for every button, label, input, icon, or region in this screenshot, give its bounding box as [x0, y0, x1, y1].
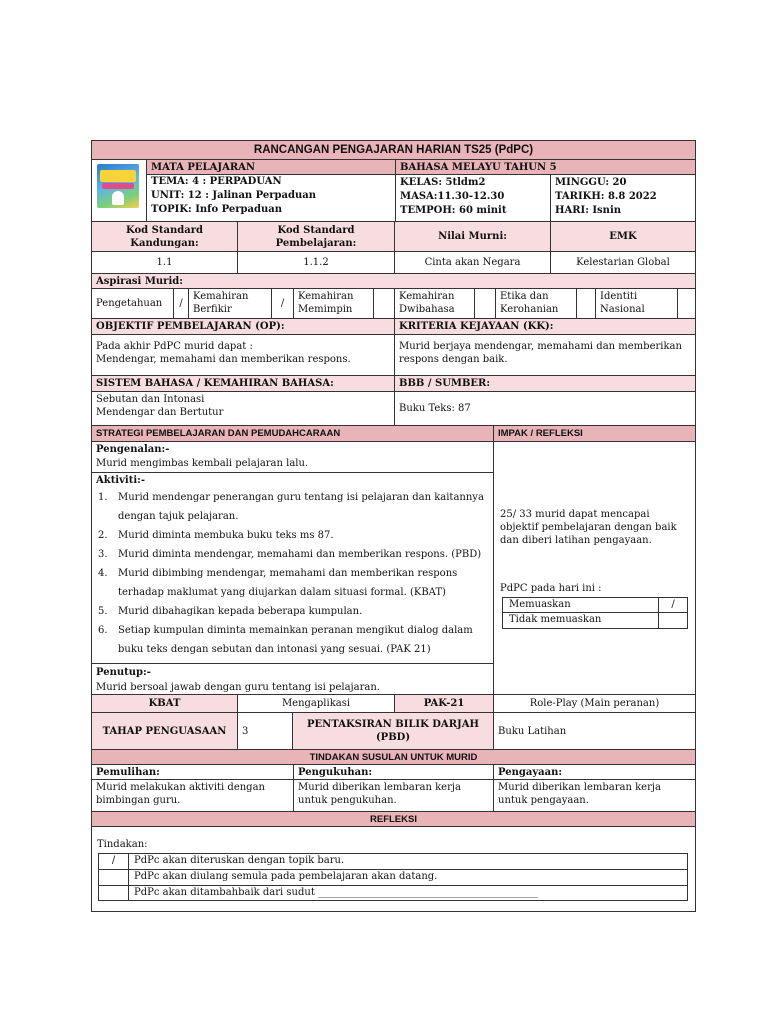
subject-details-cell — [147, 160, 396, 221]
kod-kandungan-label: Kod Standard Kandungan: — [92, 222, 238, 251]
tema-text: TEMA: 4 : PERPADUAN — [151, 176, 282, 187]
kelas-text: KELAS: 5tldm2 — [400, 177, 486, 188]
objektif-content — [92, 335, 395, 375]
kbat-value: Mengaplikasi — [238, 695, 395, 712]
aspirasi-mark-identiti-nasional — [678, 289, 695, 318]
tindakan-labels-row — [92, 765, 695, 780]
tindakan-susulan-label: TINDAKAN SUSULAN UNTUK MURID — [309, 751, 478, 763]
pemulihan-text: Murid melakukan aktiviti dengan bimbingan guru. — [92, 780, 294, 811]
refleksi-option-2-mark — [99, 870, 129, 885]
refleksi-option-1-text: PdPc akan diteruskan dengan topik baru. — [134, 855, 345, 866]
aktiviti-step: 1. Murid mendengar penerangan guru tentang isi pelajaran dan kaitannya dengan tajuk pelajaran. — [98, 492, 484, 522]
pengenalan-label: Pengenalan:- — [96, 444, 170, 455]
sistem-bahasa-content — [92, 392, 395, 425]
kriteria-text: Murid berjaya mendengar, memahami dan memberikan respons dengan baik. — [399, 341, 682, 365]
strategi-impak-content-row — [92, 442, 695, 695]
pengukuhan-text: Murid diberikan lembaran kerja untuk pengukuhan. — [294, 780, 494, 811]
aspirasi-item-pengetahuan: Pengetahuan — [92, 289, 174, 318]
aspirasi-item-kemahiran-dwibahasa: Kemahiran Dwibahasa — [395, 289, 475, 318]
mata-pelajaran-label: MATA PELAJARAN — [147, 160, 395, 175]
kod-kandungan-value: 1.1 — [92, 252, 238, 273]
penutup-text: Murid bersoal jawab dengan guru tentang isi pelajaran. — [96, 682, 380, 693]
refleksi-options-table — [98, 853, 688, 901]
rating-tidak-memuaskan-mark — [659, 613, 687, 628]
aspirasi-item-kemahiran-memimpin: Kemahiran Memimpin — [294, 289, 374, 318]
objektif-line-2: Mendengar, memahami dan memberikan respons. — [96, 354, 351, 365]
masa-text: MASA:11.30-12.30 — [400, 191, 505, 202]
refleksi-option-2-text: PdPc akan diulang semula pada pembelajaran akan datang. — [134, 871, 438, 882]
penutup-label: Penutup:- — [96, 667, 151, 678]
sistem-bbb-content-row — [92, 392, 695, 426]
aktiviti-step: 3. Murid diminta mendengar, memahami dan memberikan respons. (PBD) — [98, 549, 482, 560]
aspirasi-label: Aspirasi Murid: — [96, 276, 183, 287]
strategi-label: STRATEGI PEMBELAJARAN DAN PEMUDAHCARAAN — [92, 426, 494, 441]
refleksi-label: REFLEKSI — [370, 813, 417, 825]
pdpc-rating-table — [502, 597, 688, 629]
pemulihan-label: Pemulihan: — [92, 765, 294, 779]
tindakan-susulan-header-row — [92, 750, 695, 765]
tindakan-label: Tindakan: — [97, 839, 148, 850]
objektif-kriteria-content-row — [92, 335, 695, 376]
standards-values-row — [92, 252, 695, 274]
tahap-penguasaan-row — [92, 713, 695, 750]
aspirasi-mark-pengetahuan: / — [174, 289, 189, 318]
tindakan-content-row — [92, 780, 695, 812]
pak21-value: Role-Play (Main peranan) — [529, 698, 660, 709]
impak-label: IMPAK / REFLEKSI — [498, 428, 583, 439]
aspirasi-mark-kemahiran-memimpin — [374, 289, 395, 318]
tempoh-text: TEMPOH: 60 minit — [400, 205, 507, 216]
pdpc-hari-ini-label: PdPC pada hari ini : — [500, 583, 602, 594]
nilai-murni-value: Cinta akan Negara — [395, 252, 551, 273]
sistem-line-2: Mendengar dan Bertutur — [96, 407, 224, 418]
hari-text: HARI: Isnin — [555, 205, 622, 216]
aspirasi-item-identiti-nasional: Identiti Nasional — [596, 289, 678, 318]
tahap-penguasaan-value: 3 — [238, 713, 293, 749]
aspirasi-mark-kemahiran-dwibahasa — [475, 289, 496, 318]
tarikh-text: TARIKH: 8.8 2022 — [555, 191, 657, 202]
unit-text: UNIT: 12 : Jalinan Perpaduan — [151, 190, 317, 201]
topik-text: TOPIK: Info Perpaduan — [151, 204, 282, 215]
impak-text: 25/ 33 murid dapat mencapai objektif pembelajaran dengan baik dan diberi latihan pengayaan. — [500, 509, 677, 546]
objektif-line-1: Pada akhir PdPC murid dapat : — [96, 341, 253, 352]
kbat-row — [92, 695, 695, 713]
sistem-bahasa-label: SISTEM BAHASA / KEMAHIRAN BAHASA: — [92, 376, 395, 391]
aktiviti-steps-list — [96, 488, 489, 659]
refleksi-option-3-text: PdPc akan ditambahbaik dari sudut ____________________________________________ — [134, 887, 539, 898]
objektif-label: OBJEKTIF PEMBELAJARAN (OP): — [92, 319, 395, 334]
standards-header-row — [92, 222, 695, 252]
emk-value: Kelestarian Global — [576, 257, 670, 268]
objektif-kriteria-header-row — [92, 319, 695, 335]
kriteria-label: KRITERIA KEJAYAAN (KK): — [399, 321, 554, 332]
aspirasi-items-row — [92, 289, 695, 319]
aspirasi-mark-kemahiran-berfikir: / — [272, 289, 294, 318]
subject-name: BAHASA MELAYU TAHUN 5 — [396, 160, 695, 175]
book-cover-cell — [92, 160, 147, 221]
kod-pembelajaran-label: Kod Standard Pembelajaran: — [238, 222, 395, 251]
aktiviti-step: 2. Murid diminta membuka buku teks ms 87. — [98, 530, 334, 541]
pbd-label: PENTAKSIRAN BILIK DARJAH (PBD) — [293, 713, 494, 749]
pengayaan-label: Pengayaan: — [498, 767, 563, 778]
refleksi-option-3-mark — [99, 886, 129, 901]
tahap-penguasaan-label: TAHAP PENGUASAAN — [92, 713, 238, 749]
kbat-label: KBAT — [92, 695, 238, 712]
bbb-sumber-label: BBB / SUMBER: — [399, 378, 491, 389]
refleksi-option-1-mark: / — [99, 854, 129, 869]
pengayaan-text: Murid diberikan lembaran kerja untuk pengayaan. — [498, 782, 661, 806]
header-info-row — [92, 160, 695, 222]
form-title: RANCANGAN PENGAJARAN HARIAN TS25 (PdPC) — [253, 144, 534, 156]
pak21-label: PAK-21 — [395, 695, 494, 712]
refleksi-header-row — [92, 812, 695, 827]
refleksi-content-row — [92, 827, 695, 911]
form-title-row — [92, 141, 695, 160]
aktiviti-label: Aktiviti:- — [96, 475, 145, 486]
strategi-impak-header-row — [92, 426, 695, 442]
rating-tidak-memuaskan-label: Tidak memuaskan — [503, 613, 659, 628]
aktiviti-step: 6. Setiap kumpulan diminta memainkan peranan mengikut dialog dalam buku teks dengan sebutan dan intonasi yang sesuai. (PAK 21) — [98, 625, 473, 655]
impak-content — [494, 442, 695, 694]
aktiviti-step: 5. Murid dibahagikan kepada beberapa kumpulan. — [98, 606, 363, 617]
kod-pembelajaran-value: 1.1.2 — [238, 252, 395, 273]
nilai-murni-label: Nilai Murni: — [395, 222, 551, 251]
rating-memuaskan-label: Memuaskan — [503, 598, 659, 612]
pengukuhan-label: Pengukuhan: — [294, 765, 494, 779]
emk-label: EMK — [609, 231, 637, 242]
rating-memuaskan-mark: / — [671, 599, 675, 610]
minggu-text: MINGGU: 20 — [555, 177, 627, 188]
aspirasi-item-kemahiran-berfikir: Kemahiran Berfikir — [189, 289, 272, 318]
bbb-sumber-text: Buku Teks: 87 — [399, 403, 471, 414]
pengenalan-text: Murid mengimbas kembali pelajaran lalu. — [96, 458, 309, 469]
aspirasi-item-etika-kerohanian: Etika dan Kerohanian — [496, 289, 577, 318]
strategi-content — [92, 442, 494, 694]
aktiviti-step: 4. Murid dibimbing mendengar, memahami dan memberikan respons terhadap maklumat yang diujarkan dalam situasi formal. (KBAT) — [98, 568, 458, 598]
sistem-bbb-header-row — [92, 376, 695, 392]
pbd-value: Buku Latihan — [498, 725, 567, 737]
lesson-plan-form — [91, 140, 696, 912]
aspirasi-mark-etika-kerohanian — [577, 289, 596, 318]
aspirasi-label-row — [92, 274, 695, 289]
sistem-line-1: Sebutan dan Intonasi — [96, 394, 205, 405]
textbook-cover-image — [97, 164, 139, 208]
class-details-cell — [396, 160, 695, 221]
